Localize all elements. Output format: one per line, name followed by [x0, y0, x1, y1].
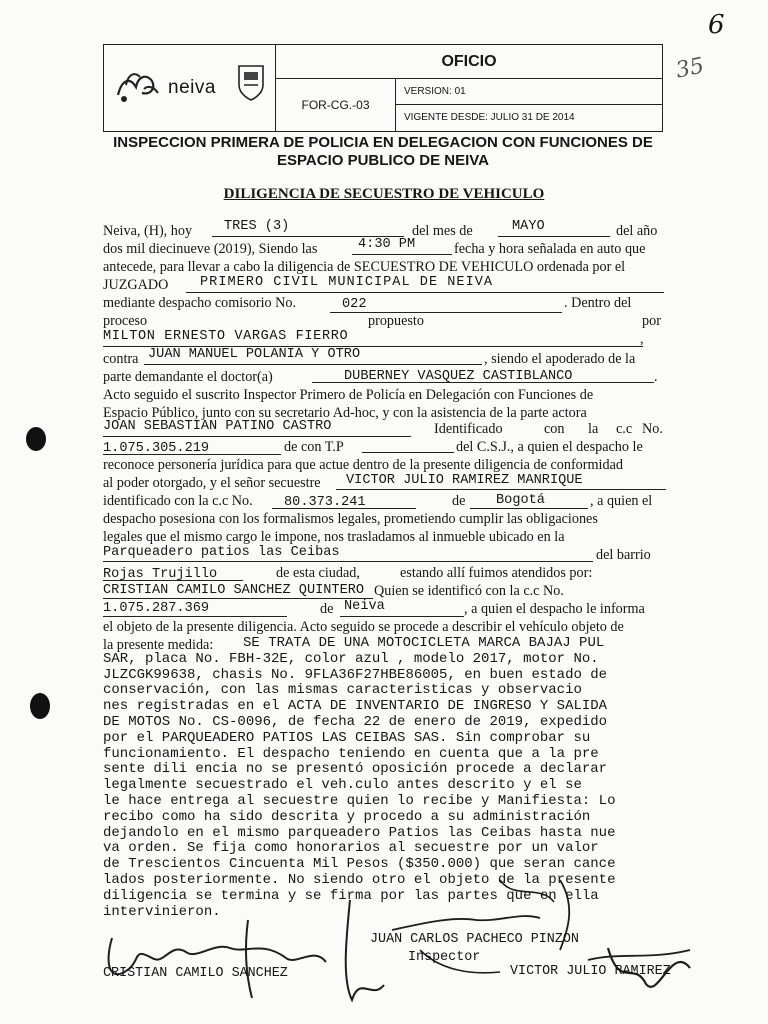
description-line: funcionamiento. El despacho teniendo en cuenta que a la pre — [103, 745, 599, 762]
text-atendidos: estando allí fuimos atendidos por: — [400, 565, 593, 581]
inspector-name: JUAN CARLOS PACHECO PINZON — [370, 932, 579, 947]
description-line: nes registradas en el ACTA DE INVENTARIO DE INGRESO Y SALIDA — [103, 698, 608, 715]
valid-from-label: VIGENTE DESDE: JULIO 31 DE 2014 — [404, 112, 575, 123]
text-la: la — [588, 421, 599, 437]
field-location: Parqueadero patios las Ceibas — [103, 545, 340, 560]
field-depositary-city: Bogotá — [496, 493, 545, 508]
text-personeria: reconoce personería jurídica para que actue dentro de la presente diligencia de conformidad — [103, 457, 623, 473]
version-label: VERSION: 01 — [396, 79, 662, 105]
text-proceso: proceso — [103, 313, 148, 329]
text-juzgado: JUZGADO — [103, 277, 169, 293]
field-depositary-cc: 80.373.241 — [284, 495, 366, 510]
description-line: de Trescientos Cincuenta Mil Pesos ($350.000) que seran cance — [103, 856, 616, 873]
field-attorney-name: DUBERNEY VASQUEZ CASTIBLANCO — [344, 369, 573, 384]
description-line: legalmente secuestrado el veh.culo antes descrito y el se — [103, 777, 582, 794]
text-despacho: mediante despacho comisorio No. — [103, 295, 297, 311]
description-line: SAR, placa No. FBH-32E, color azul , modelo 2017, motor No. — [103, 650, 599, 667]
field-day: TRES (3) — [224, 219, 290, 234]
attendee-signature-name: CRISTIAN CAMILO SANCHEZ — [103, 966, 288, 981]
field-attendee: CRISTIAN CAMILO SANCHEZ QUINTERO — [103, 583, 365, 598]
text-a-quien: , a quien el — [590, 493, 653, 509]
institution-line-1: INSPECCION PRIMERA DE POLICIA EN DELEGACION CON FUNCIONES DE — [113, 134, 653, 151]
text-ciudad: de esta ciudad, — [276, 565, 360, 581]
description-line: va orden. Se fija como honorarios al secuestre por un valor — [103, 840, 599, 857]
description-line: lados posteriormente. No siendo otro el objeto de la presente — [103, 871, 616, 888]
text-year-time: dos mil diecinueve (2019), Siendo las — [103, 241, 318, 257]
text-barrio: del barrio — [596, 547, 651, 563]
text-parte-demandante: parte demandante el doctor(a) — [103, 369, 273, 385]
text-poder: al poder otorgado, y el señor secuestre — [103, 475, 321, 491]
text-identificado-cc: identificado con la c.c No. — [103, 493, 253, 509]
punch-hole-top — [26, 427, 46, 451]
depositary-signature-name: VICTOR JULIO RAMIREZ — [510, 964, 671, 979]
text-propuesto: propuesto — [368, 313, 424, 329]
description-line: recibo como ha sido descrita y procedo a su administración — [103, 808, 591, 825]
field-court: PRIMERO CIVIL MUNICIPAL DE NEIVA — [200, 275, 494, 290]
form-code: FOR-CG.-03 — [276, 79, 396, 131]
text-no: No. — [642, 421, 663, 437]
field-depositary: VICTOR JULIO RAMIREZ MANRIQUE — [346, 473, 583, 488]
description-line: JLZCGK99638, chasis No. 9FLA36F27HBE86005, en buen estado de — [103, 666, 608, 683]
text-posesiona: despacho posesiona con los formalismos legales, prometiendo cumplir las obligaciones — [103, 511, 598, 527]
text-de-2: de — [320, 601, 334, 617]
page-number: 6 — [708, 10, 725, 40]
text-tp: de con T.P — [284, 439, 344, 455]
description-line: por el PARQUEADERO PATIOS LAS CEIBAS SAS. Sin comprobar su — [103, 729, 591, 746]
text-cc: c.c — [616, 421, 633, 437]
text-year-of: del año — [616, 223, 658, 239]
document-type: OFICIO — [276, 45, 662, 79]
text-acto-seguido: Acto seguido el suscrito Inspector Primero de Policía en Delegación con Funciones de — [103, 387, 594, 403]
text-city-date: Neiva, (H), hoy — [103, 223, 193, 239]
field-plaintiff: MILTON ERNESTO VARGAS FIERRO — [103, 329, 349, 344]
text-identificado: Identificado — [434, 421, 503, 437]
field-actor-name: JOAN SEBASTIAN PATINO CASTRO — [103, 419, 332, 434]
field-attendee-city: Neiva — [344, 599, 385, 614]
text-trasladamos: legales que el mismo cargo le impone, nos trasladamos al inmueble ubicado en la — [103, 529, 565, 545]
inspector-role: Inspector — [408, 950, 481, 965]
side-folio-number: 35 — [673, 53, 707, 84]
description-line: SE TRATA DE UNA MOTOCICLETA MARCA BAJAJ PUL — [243, 635, 605, 651]
text-de: de — [452, 493, 466, 509]
document-title: DILIGENCIA DE SECUESTRO DE VEHICULO — [223, 186, 545, 202]
field-month: MAYO — [512, 219, 545, 234]
field-attendee-cc: 1.075.287.369 — [103, 601, 210, 616]
description-line: intervinieron. — [103, 903, 221, 920]
field-actor-cc: 1.075.305.219 — [103, 441, 210, 456]
punch-hole-bottom — [30, 693, 50, 719]
description-line: DE MOTOS No. CS-0096, de fecha 22 de enero de 2019, expedido — [103, 713, 608, 730]
field-neighborhood: Rojas Trujillo — [103, 567, 218, 582]
field-time: 4:30 PM — [358, 237, 416, 252]
text-presente-medida: la presente medida: — [103, 637, 214, 653]
text-apoderado: , siendo el apoderado de la — [484, 351, 636, 367]
description-line: diligencia se termina y se firma por las partes que en ella — [103, 887, 599, 904]
logo-wordmark: neiva — [168, 77, 216, 98]
text-comma: , — [640, 331, 644, 347]
field-defendant: JUAN MANUEL POLANIA Y OTRO — [148, 347, 361, 362]
text-informa: , a quien el despacho le informa — [464, 601, 645, 617]
text-month-of: del mes de — [412, 223, 473, 239]
text-espacio-publico: Espacio Público, junto con su secretario Ad-hoc, y con la asistencia de la parte actora — [103, 405, 587, 421]
description-line: le hace entrega al secuestre quien lo recibe y Manifiesta: Lo — [103, 792, 616, 809]
text-date-set: fecha y hora señalada en auto que — [454, 241, 646, 257]
text-contra: contra — [103, 351, 139, 367]
description-line: sente dili encia no se presentó oposición procede a declarar — [103, 761, 608, 778]
text-con: con — [544, 421, 565, 437]
text-dentro: . Dentro del — [564, 295, 632, 311]
description-line: dejandolo en el mismo parqueadero Patios las Ceibas hasta nue — [103, 824, 616, 841]
text-csj: del C.S.J., a quien el despacho le — [456, 439, 643, 455]
text-period: . — [654, 369, 658, 385]
text-antecede: antecede, para llevar a cabo la diligencia de SECUESTRO DE VEHICULO ordenada por el — [103, 259, 626, 275]
text-por: por — [642, 313, 661, 329]
text-quien-identifico: Quien se identificó con la c.c No. — [374, 583, 564, 599]
text-objeto: el objeto de la presente diligencia. Acto seguido se procede a describir el vehículo objeto de — [103, 619, 624, 635]
field-dispatch-number: 022 — [342, 297, 367, 312]
institution-line-2: ESPACIO PUBLICO DE NEIVA — [277, 152, 489, 169]
description-line: conservación, con las mismas caracteristicas y observacio — [103, 682, 582, 699]
